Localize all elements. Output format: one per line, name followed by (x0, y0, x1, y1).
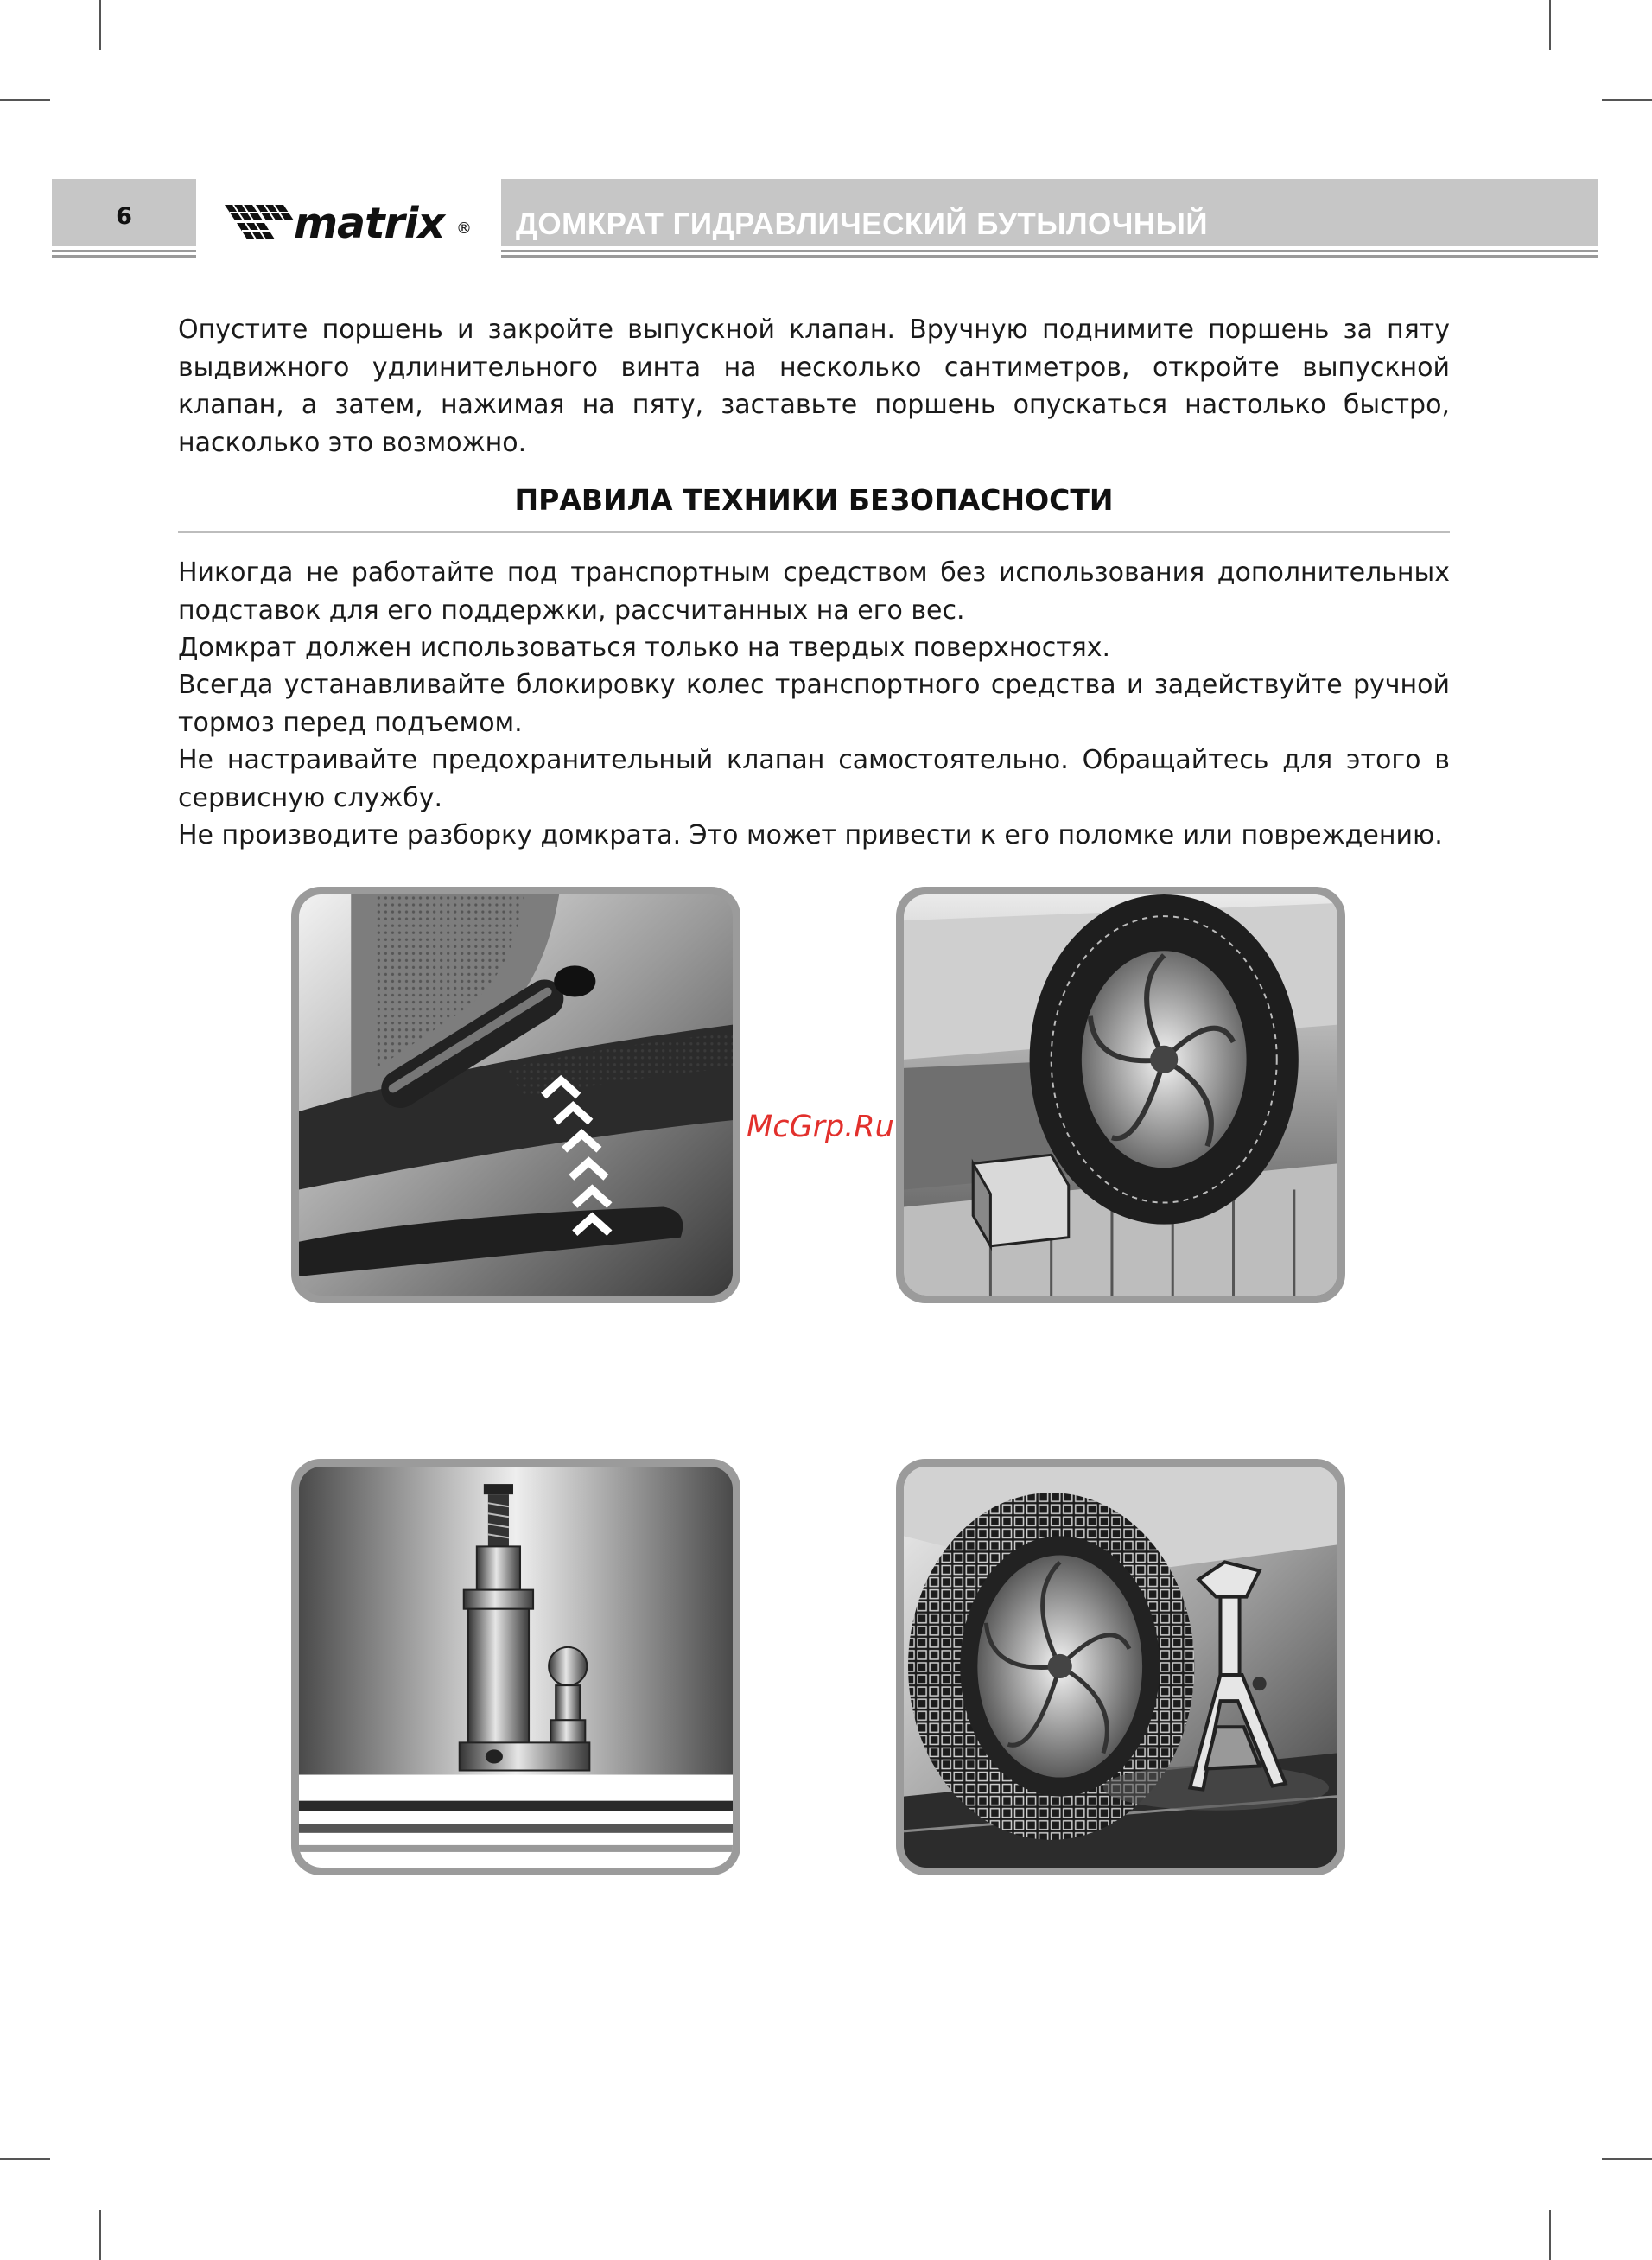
header-stripes-left (52, 250, 196, 260)
illustration-handbrake (291, 887, 740, 1303)
intro-paragraph: Опустите поршень и закройте выпускной клапан. Вручную поднимите поршень за пяту выдвижного удлинительного винта на несколько сантиметров, откройте выпускной клапан, а затем, нажимая на пяту, заставьте поршень опускаться настолько быстро, насколько это возможно. (178, 315, 1450, 458)
crop-mark (1549, 0, 1551, 50)
document-title: ДОМКРАТ ГИДРАВЛИЧЕСКИЙ БУТЫЛОЧНЫЙ (516, 207, 1209, 241)
registered-mark: ® (456, 220, 472, 238)
bottle-jack-icon (299, 1467, 733, 1868)
crop-mark (99, 2210, 101, 2260)
crop-mark (99, 0, 101, 50)
illustration-bottle-jack (291, 1459, 740, 1875)
brand-name: matrix (294, 199, 445, 248)
header-stripes-right (501, 250, 1598, 260)
crop-mark (0, 99, 50, 101)
section-title: ПРАВИЛА ТЕХНИКИ БЕЗОПАСНОСТИ (514, 483, 1114, 517)
page-number: 6 (116, 203, 132, 230)
illustration-jack-stand (896, 1459, 1345, 1875)
wheel-chock-icon (904, 894, 1337, 1296)
safety-rule: Не настраивайте предохранительный клапан самостоятельно. Обращайтесь для этого в сервисную службу. (178, 745, 1450, 813)
illustration-wheel-chock (896, 887, 1345, 1303)
safety-rule: Всегда устанавливайте блокировку колес транспортного средства и задействуйте ручной тормоз перед подъемом. (178, 670, 1450, 738)
handbrake-icon (299, 894, 733, 1296)
safety-rule: Не производите разборку домкрата. Это может привести к его поломке или повреждению. (178, 820, 1443, 850)
crop-mark (1602, 99, 1652, 101)
jack-stand-icon (904, 1467, 1337, 1868)
safety-rule: Домкрат должен использоваться только на твердых поверхностях. (178, 633, 1111, 663)
section-divider (178, 531, 1450, 533)
crop-mark (0, 2158, 50, 2160)
crop-mark (1602, 2158, 1652, 2160)
safety-rule: Никогда не работайте под транспортным средством без использования дополнительных подставок для его поддержки, рассчитанных на его вес. (178, 557, 1450, 626)
watermark: McGrp.Ru (747, 1110, 894, 1144)
crop-mark (1549, 2210, 1551, 2260)
